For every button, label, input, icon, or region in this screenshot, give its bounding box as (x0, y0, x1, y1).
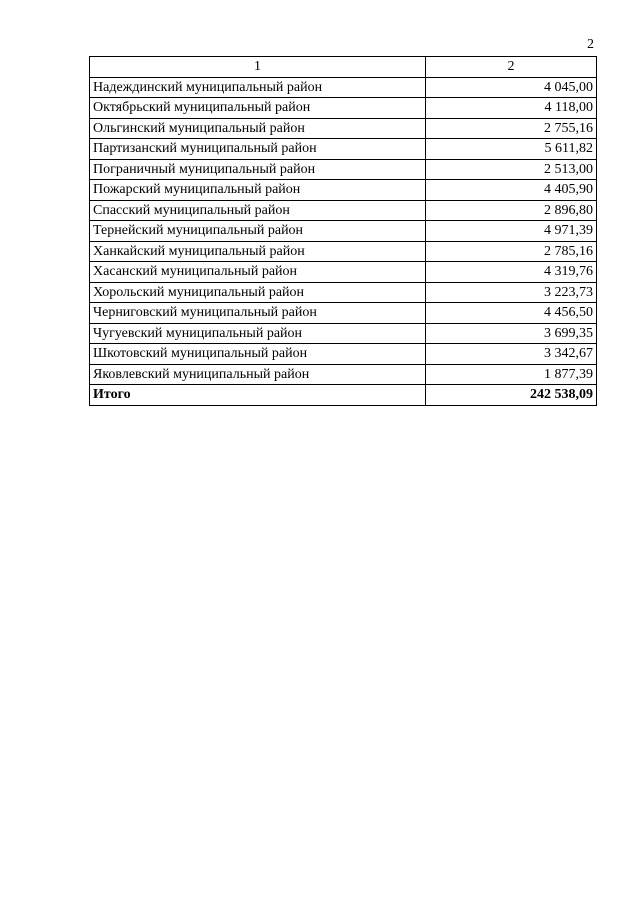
district-name-cell: Спасский муниципальный район (90, 200, 426, 221)
table-row (90, 77, 597, 98)
column-header-2: 2 (426, 57, 597, 78)
amount-cell: 2 755,16 (426, 118, 597, 139)
district-name-cell: Яковлевский муниципальный район (90, 364, 426, 385)
table-row (90, 180, 597, 201)
amount-cell: 5 611,82 (426, 139, 597, 160)
data-table (89, 56, 597, 406)
table-header-row (90, 57, 597, 78)
amount-cell: 3 223,73 (426, 282, 597, 303)
table-row (90, 344, 597, 365)
district-name-cell: Хорольский муниципальный район (90, 282, 426, 303)
table-row (90, 303, 597, 324)
table-row (90, 364, 597, 385)
page-number: 2 (587, 37, 594, 52)
table-row (90, 118, 597, 139)
district-name-cell: Ханкайский муниципальный район (90, 241, 426, 262)
amount-cell: 2 785,16 (426, 241, 597, 262)
table-row (90, 200, 597, 221)
table-row (90, 262, 597, 283)
district-name-cell: Пограничный муниципальный район (90, 159, 426, 180)
table-body (90, 77, 597, 405)
table-row (90, 323, 597, 344)
district-name-cell: Надеждинский муниципальный район (90, 77, 426, 98)
column-header-1: 1 (90, 57, 426, 78)
amount-cell: 4 319,76 (426, 262, 597, 283)
total-row (90, 385, 597, 406)
district-name-cell: Партизанский муниципальный район (90, 139, 426, 160)
table-row (90, 159, 597, 180)
table-row (90, 241, 597, 262)
district-name-cell: Октябрьский муниципальный район (90, 98, 426, 119)
amount-cell: 4 456,50 (426, 303, 597, 324)
amount-cell: 2 513,00 (426, 159, 597, 180)
amount-cell: 1 877,39 (426, 364, 597, 385)
amount-cell: 3 699,35 (426, 323, 597, 344)
district-name-cell: Хасанский муниципальный район (90, 262, 426, 283)
district-name-cell: Пожарский муниципальный район (90, 180, 426, 201)
district-name-cell: Ольгинский муниципальный район (90, 118, 426, 139)
amount-cell: 4 118,00 (426, 98, 597, 119)
table-header (90, 57, 597, 78)
amount-cell: 4 971,39 (426, 221, 597, 242)
table-row (90, 98, 597, 119)
amount-cell: 4 045,00 (426, 77, 597, 98)
table-row (90, 282, 597, 303)
total-label-cell: Итого (90, 385, 426, 406)
table-row (90, 139, 597, 160)
district-name-cell: Чугуевский муниципальный район (90, 323, 426, 344)
table-row (90, 221, 597, 242)
amount-cell: 3 342,67 (426, 344, 597, 365)
district-name-cell: Шкотовский муниципальный район (90, 344, 426, 365)
amount-cell: 2 896,80 (426, 200, 597, 221)
total-amount-cell: 242 538,09 (426, 385, 597, 406)
amount-cell: 4 405,90 (426, 180, 597, 201)
district-name-cell: Тернейский муниципальный район (90, 221, 426, 242)
district-name-cell: Черниговский муниципальный район (90, 303, 426, 324)
